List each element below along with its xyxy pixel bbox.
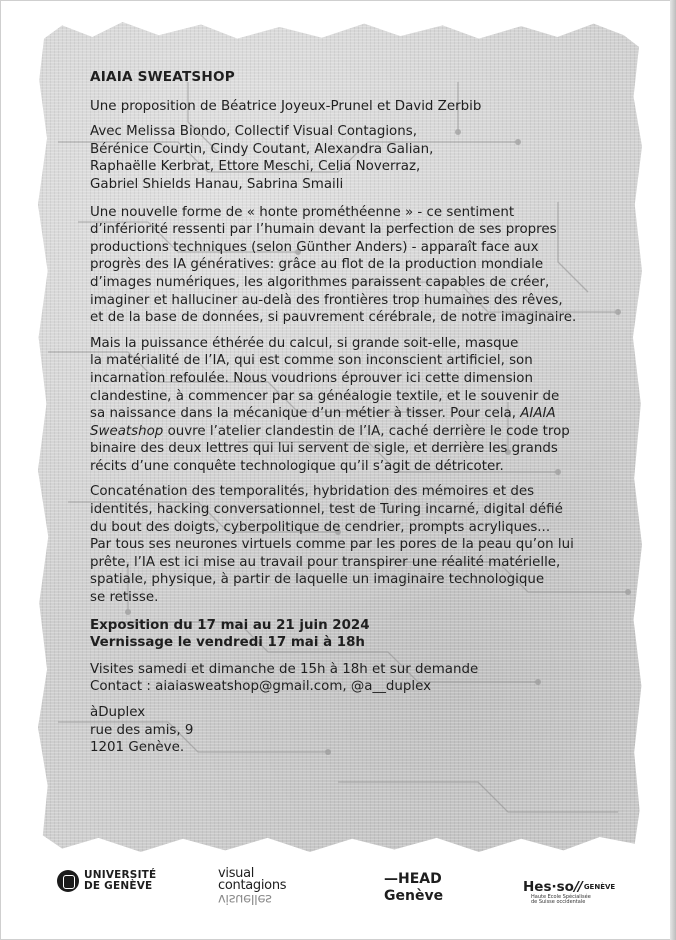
paragraph-line: identités, hacking conversationnel, test de Turing incarné, digital défié (90, 502, 563, 518)
paragraph-text: ouvre l’atelier clandestin de l’IA, caché derrière le code trop (163, 423, 570, 439)
hes-subtitle: Haute Ecole Spécialisée (531, 894, 591, 900)
visual-line: visual (218, 866, 255, 881)
paragraph-line: incarnation refoulée. Nous voudrions éprouver ici cette dimension (90, 370, 533, 386)
participants-line: Gabriel Shields Hanau, Sabrina Smaili (90, 176, 344, 192)
partner-logos (0, 860, 676, 920)
window-edge (670, 0, 676, 940)
proposition-line: Une proposition de Béatrice Joyeux-Prunel et David Zerbib (90, 98, 482, 114)
paragraph-honte (90, 204, 590, 327)
visual-contagions-logo (218, 868, 286, 904)
hes-so-logo (523, 876, 615, 905)
paragraph-line: Mais la puissance éthérée du calcul, si grande soit-elle, masque (90, 335, 519, 351)
contact-info: Contact : aiaiasweatshop@gmail.com, @a__duplex (90, 679, 432, 695)
paragraph-line (90, 405, 590, 423)
address-block (90, 704, 590, 757)
street-address: rue des amis, 9 (90, 722, 194, 738)
paragraph-line: la matérialité de l’IA, qui est comme son inconscient artificiel, son (90, 353, 533, 369)
unige-wordmark (84, 870, 156, 892)
paragraph-line: imaginer et halluciner au-delà des frontières trop humaines des rêves, (90, 292, 563, 308)
venue-name: àDuplex (90, 705, 146, 720)
participants-line: Bérénice Courtin, Cindy Coutant, Alexandra Galian, (90, 141, 434, 157)
unige-line: DE GENÈVE (84, 880, 153, 892)
paragraph-line: d’infériorité ressenti par l’humain devant la perfection de ses propres (90, 222, 557, 238)
paragraph-line: spatiale, physique, à partir de laquelle un imaginaire technologique (90, 572, 545, 588)
italic-title: Sweatshop (90, 423, 164, 439)
hes-subtitle: de Suisse occidentale (531, 899, 586, 905)
contagions-line: contagions (218, 878, 287, 893)
flyer-text (90, 69, 590, 765)
paragraph-line: Par tous ses neurones virtuels comme par les pores de la peau qu’on lui (90, 537, 574, 553)
paragraph-line: progrès des IA génératives: grâce au flot de la production mondiale (90, 257, 544, 273)
paragraph-concatenation (90, 483, 590, 606)
paragraph-text: sa naissance dans la mécanique d’un métier à tisser. Pour cela, (90, 406, 521, 422)
hes-slash: // (573, 879, 582, 895)
vernissage-date: Vernissage le vendredi 17 mai à 18h (90, 635, 365, 651)
unige-line: UNIVERSITÉ (84, 869, 157, 881)
geneve-line: Genève (384, 888, 444, 904)
paragraph-line: Concaténation des temporalités, hybridation des mémoires et des (90, 484, 535, 500)
italic-title: AIAIA (520, 406, 556, 422)
exhibition-dates: Exposition du 17 mai au 21 juin 2024 (90, 617, 370, 633)
paragraph-line: du bout des doigts, cyberpolitique de cendrier, prompts acryliques... (90, 519, 551, 535)
participants-line: Avec Melissa Biondo, Collectif Visual Contagions, (90, 124, 417, 140)
head-line: —HEAD (384, 871, 442, 887)
paragraph-materialite (90, 335, 590, 476)
city-address: 1201 Genève. (90, 740, 185, 756)
paragraph-line: récits d’une conquête technologique qu’il s’agit de détricoter. (90, 458, 504, 474)
paragraph-line: Une nouvelle forme de « honte prométhéenne » - ce sentiment (90, 204, 515, 220)
unige-crest-icon (57, 870, 79, 892)
paragraph-line: se retisse. (90, 590, 159, 606)
paragraph-line: binaire des deux lettres qui lui servent de sigle, et derrière les grands (90, 441, 558, 457)
paragraph-line: productions techniques (selon Günther Anders) - apparaît face aux (90, 239, 539, 255)
paragraph-line: d’images numériques, les algorithmes paraissent capables de créer, (90, 274, 550, 290)
head-geneve-logo (384, 871, 443, 905)
participants-line: Raphaëlle Kerbrat, Ettore Meschi, Celia Noverraz, (90, 159, 421, 175)
dates-block (90, 617, 590, 652)
paragraph-line: prête, l’IA est ici mise au travail pour transpirer une réalité matérielle, (90, 554, 561, 570)
exhibition-title: AIAIA SWEATSHOP (90, 69, 235, 85)
unige-logo (57, 870, 156, 892)
visual-mirror-line: visuelles (218, 891, 272, 906)
hes-so-wordmark: Hes·so (523, 879, 574, 895)
paragraph-line: clandestine, à commencer par sa généalogie textile, et le souvenir de (90, 388, 560, 404)
visits-info: Visites samedi et dimanche de 15h à 18h et sur demande (90, 661, 479, 677)
paragraph-line: et de la base de données, si pauvrement cérébrale, de notre imaginaire. (90, 310, 577, 326)
hes-city: GENÈVE (583, 883, 616, 891)
visits-contact (90, 661, 590, 696)
paragraph-line (90, 423, 590, 441)
participants (90, 123, 590, 193)
